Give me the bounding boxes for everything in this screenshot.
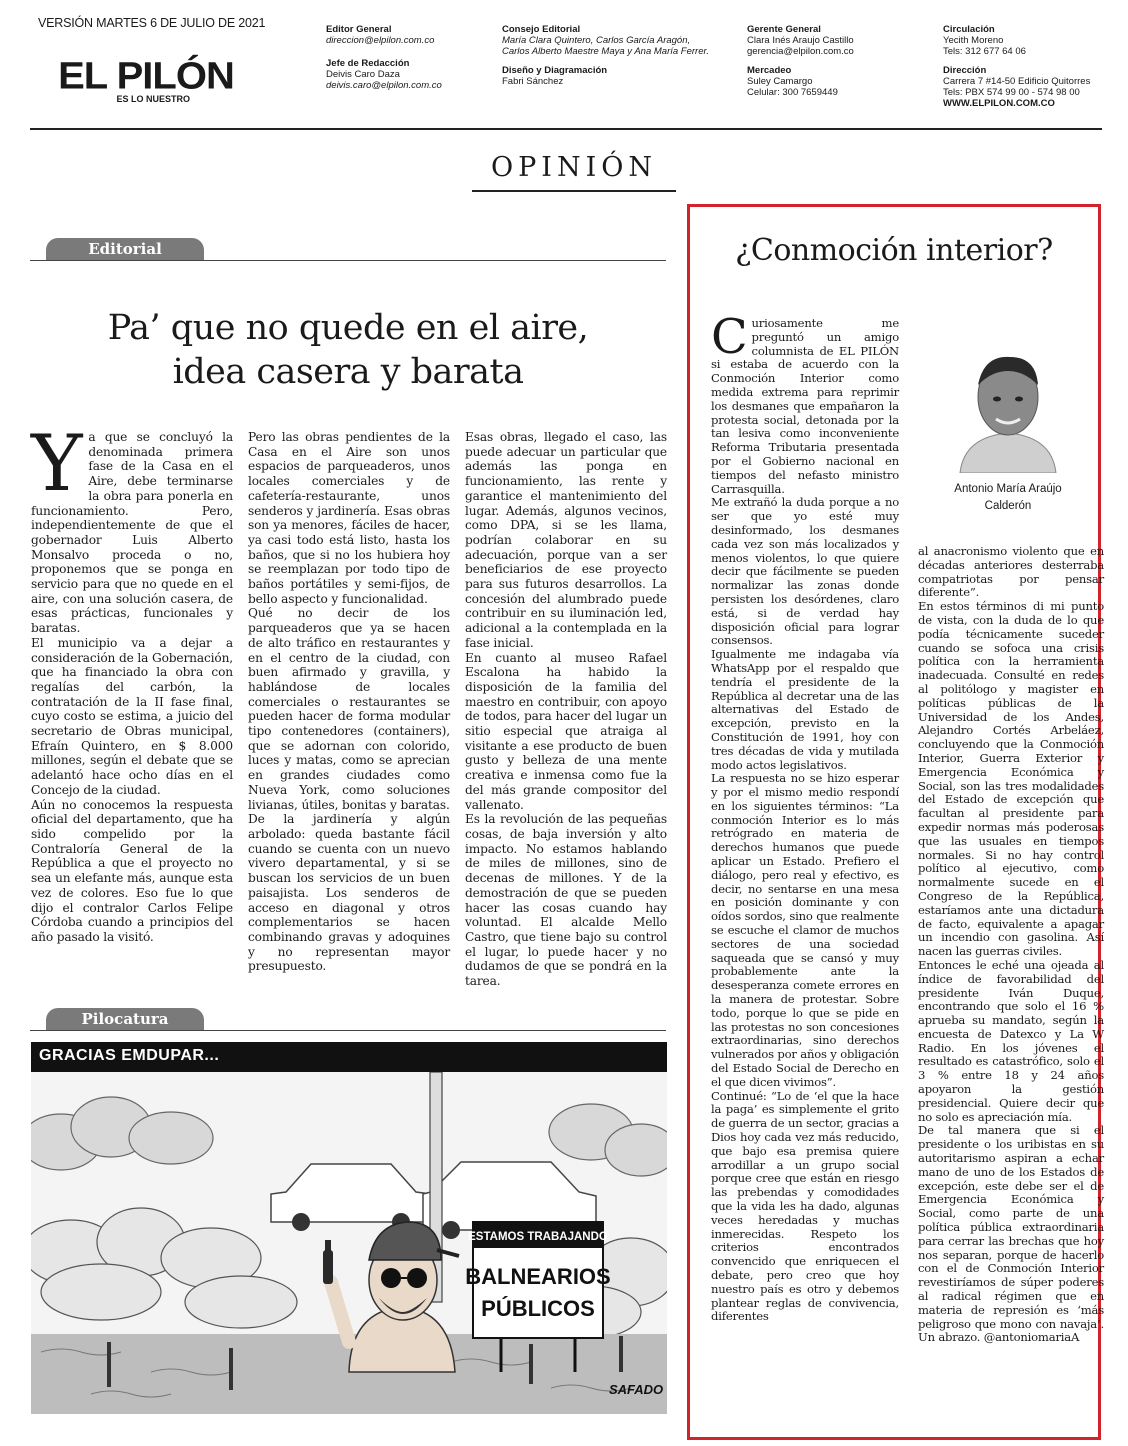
mercadeo-name: Suley Camargo: [747, 76, 813, 87]
column-paragraph: al anacronismo violento que en décadas anteriores desterraba compatriotas por pensar diferente”.: [918, 544, 1104, 600]
headline-line-2: idea casera y barata: [172, 352, 524, 392]
website-link[interactable]: WWW.ELPILON.COM.CO: [943, 98, 1055, 109]
consejo-names: María Clara Quintero, Carlos García Aragón, Carlos Alberto Maestre Maya y Ana María Ferrer.: [502, 35, 709, 57]
column-title: ¿Conmoción interior?: [735, 233, 1053, 268]
logo-name: EL PILÓN: [58, 55, 234, 97]
section-title: OPINIÓN: [490, 152, 658, 183]
sign-line-2: BALNEARIOS: [465, 1264, 611, 1289]
author-name-line-2: Calderón: [984, 500, 1032, 512]
consejo-title: Consejo Editorial: [502, 24, 581, 35]
author-photo: [950, 341, 1066, 473]
direccion-address: Carrera 7 #14-50 Edificio Quitorres: [943, 76, 1091, 87]
direccion-phone: Tels: PBX 574 99 00 - 574 98 00: [943, 87, 1080, 98]
sign-line-1: ESTAMOS TRABAJANDO: [468, 1231, 608, 1243]
editorial-headline: [30, 306, 666, 394]
staff-block-consejo: [502, 24, 714, 87]
gerente-email: gerencia@elpilon.com.co: [747, 46, 854, 57]
column-paragraph: Entonces le eché una ojeada al índice de favorabilidad del presidente Iván Duque, encontrando que solo el 16 % aprueba su mandato, según la encuesta de Datexco y La W Radio. En los jóvenes el resultado es catastrófico, solo el 3 % entre 18 y 24 años apoyaron la gestión presidencial. Quiere decir que no solo es apreciación mía.: [918, 957, 1104, 1124]
editorial-dropcap: Y: [31, 419, 83, 509]
cartoon-illustration: [31, 1072, 667, 1414]
staff-block-circulacion: [943, 24, 1090, 109]
masthead-divider: [30, 128, 1102, 130]
column-text-2: [918, 545, 1104, 1345]
cartoon-caption: GRACIAS EMDUPAR...: [39, 1047, 220, 1064]
logo-tagline: ES LO NUESTRO: [116, 94, 190, 104]
cartoonist-signature: SAFADO: [609, 1382, 664, 1397]
staff-block-editor: [326, 24, 442, 91]
jefe-redaccion-title: Jefe de Redacción: [326, 58, 410, 69]
column-paragraph: La respuesta no se hizo esperar y por el mismo medio respondí en los siguientes términos: “La conmoción Interior es lo más retrógrado en materia de derechos humanos que puede aplicar un Estado. Prefiero el diálogo, pero real y efectivo, es decir, no sentarse en una mesa en posición dominante y con oídos sordos, sino que realmente se escuche el clamor de muchos sectores de una sociedad saqueada que se cansó y muy probablemente ante la desesperanza comete errores en la manera de protestar. Sobre todo, porque lo que se pide en las protestas no son concesiones extraordinarias, sino derechos vulnerados por años y obligación del Estado Social de Derecho en el que dicen vivimos”.: [711, 771, 899, 1089]
newspaper-logo: [46, 56, 246, 104]
column-text-1: [711, 309, 899, 1324]
editor-general-title: Editor General: [326, 24, 392, 35]
gerente-title: Gerente General: [747, 24, 821, 35]
gerente-name: Clara Inés Araujo Castillo: [747, 35, 854, 46]
pilocatura-tab: Pilocatura: [46, 1008, 204, 1030]
editorial-paragraph: Aún no conocemos la respuesta oficial del departamento, que ha sido compelido por la Contraloría General de la República a que el proyecto no sea un elefante más, aunque esta vez de colores. Eso fue lo que dijo el contralor Carlos Felipe Córdoba cuando a principios del año pasado la visitó.: [31, 797, 233, 944]
editor-general-email: direccion@elpilon.com.co: [326, 35, 435, 46]
diseno-title: Diseño y Diagramación: [502, 65, 608, 76]
editorial-paragraph: Es la revolución de las pequeñas cosas, de baja inversión y alto impacto. No estamos hablando de miles de millones, sino de decenas de millones. Y de la demostración de que se pueden hacer las cosas cuando hay voluntad. El alcalde Mello Castro, que tiene bajo su control el lugar, lo puede hacer y no dudamos de que se pondrá en la tarea.: [465, 812, 667, 989]
diseno-name: Fabri Sánchez: [502, 76, 564, 87]
editorial-paragraph: Qué no decir de los parqueaderos que ya se hacen de alto tráfico en restaurantes y en el centro de la ciudad, con buen afirmado y gravilla, y hablándose de locales comerciales o restaurantes se pueden hacer de forma modular tipo contenedores (containers), que se adornan con colorido, luces y matas, como se aprecian en grandes ciudades como Nueva York, como soluciones livianas, útiles, bonitas y baratas.: [248, 606, 450, 812]
editorial-column-1: [31, 419, 233, 945]
editorial-paragraph: Ya que se concluyó la denominada primera fase de la Casa en el Aire, debe terminarse la obra para ponerla en funcionamiento. Pero, independientemente de que el gobernador Luis Alberto Monsalvo proceda o no, proponemos que se ponga en servicio para que no quede en el aire, con una solución casera, de esas prácticas, funcionales y baratas.: [31, 419, 233, 636]
editorial-tab-rule: [30, 260, 666, 261]
editorial-tab: Editorial: [46, 238, 204, 260]
opinion-column-box: [687, 204, 1104, 1440]
editorial-paragraph: El municipio va a dejar a consideración de la Gobernación, que ha financiado la obra con regalías del carbón, la contratación de la II fase final, cuyo costo se estima, a juicio del secretario de Obras municipal, Efraín Quintero, en $ 8.000 millones, según el debate que se adelantó hace ocho días en el Concejo de la ciudad.: [31, 635, 233, 797]
edition-date: VERSIÓN MARTES 6 DE JULIO DE 2021: [38, 16, 266, 30]
column-paragraph: Me extrañó la duda porque a no ser que yo esté muy desinformado, los desmanes cada vez son más localizados y menos violentos, lo que quiere decir que fácilmente se pueden normalizar las zonas donde persisten los desórdenes, claro está, si de verdad hay disposición oficial para lograr consensos.: [711, 495, 899, 648]
direccion-title: Dirección: [943, 65, 987, 76]
circulacion-title: Circulación: [943, 24, 995, 35]
mercadeo-title: Mercadeo: [747, 65, 792, 76]
mercadeo-phone: Celular: 300 7659449: [747, 87, 838, 98]
editorial-paragraph: En cuanto al museo Rafael Escalona ha habido la disposición de la familia del maestro en contribuir, con apoyo de todos, para hacer del lugar un sitio especial que atraiga al visitante a ese producto de buen gusto y belleza de una mente creativa e inmensa como fue la del más grande compositor del vallenato.: [465, 650, 667, 812]
column-paragraph: De tal manera que si el presidente o los uribistas en su autoritarismo aspiran a echar mano de uno de los Estados de excepción, este debe ser el de Emergencia Económica y Social, como parte de una política pública extraordinaria para cerrar las brechas que hoy nos separan, porque de hacerlo con el de Conmoción Interior revestiríamos de súper poderes al radical régimen que en materia de represión es ‘más peligroso que mono con navaja’. Un abrazo. @antoniomariaA: [918, 1123, 1104, 1345]
section-title-underline: [472, 190, 676, 192]
circulacion-name: Yecith Moreno: [943, 35, 1004, 46]
staff-block-gerencia: [747, 24, 854, 98]
editorial-paragraph: De la jardinería y algún arbolado: queda bastante fácil cuando se cuenta con un nuevo vivero departamental, y si se buscan los servicios de un buen paisajista. Los senderos de acceso en diagonal y otros complementarios se hacen combinando gravas y adoquines y no representan mayor presupuesto.: [248, 812, 450, 974]
author-name-line-1: Antonio María Araújo: [954, 483, 1062, 495]
headline-line-1: Pa’ que no quede en el aire,: [107, 308, 589, 348]
jefe-redaccion-name: Deivis Caro Daza: [326, 69, 400, 80]
column-paragraph: Continué: “Lo de ‘el que la hace la paga’ es simplemente el grito de guerra de un sector, gracias a Dios hoy cada vez más reducido, que bajo esa premisa quiere arrodillar a un grupo social porque cree que están en riesgo las prebendas y comodidades que la vida les ha dado, algunas veces heredadas y muchas inmerecidas. Respeto los criterios encontrados convencido que enriquecen el debate, pero creo que hoy nuestro país es otro y debemos plantear reglas de convivencia, diferentes: [711, 1088, 899, 1324]
pilocatura-tab-rule: [30, 1030, 666, 1031]
author-name: [930, 481, 1086, 515]
editorial-column-3: [465, 430, 667, 989]
editorial-paragraph: Esas obras, llegado el caso, las puede adecuar un particular que además las ponga en funcionamiento, las rente y garantice el mantenimiento del lugar. Además, algunos vecinos, como DPA, si se les llama, podrían colaborar en su adecuación, porque van a ser beneficiarios de ese proyecto para sus futuros desarrollos. La concesión del alumbrado puede contribuir en su iluminación led, adicional a la contemplada en la fase inicial.: [465, 430, 667, 650]
cartoon-panel: [31, 1042, 667, 1414]
column-paragraph: En estos términos di mi punto de vista, con la duda de lo que podía técnicamente suceder cuando se sofoca una crisis política con la herramienta inadecuada. Consulté en redes al politólogo y magister en políticas públicas de la Universidad de los Andes, Alejandro Cortés Arbeláez, concluyendo que la Conmoción Interior, Guerra Exterior y Emergencia Económica y Social, son las tres modalidades del Estado de excepción que facultan al presidente para expedir normas más poderosas que las usuales en tiempos normales. Si no hay control político al ejecutivo, como normalmente sucede en el Congreso de la República, estaríamos ante una dictadura de facto, equivalente a apagar un incendio con gasolina. Así nacen las guerras civiles.: [918, 599, 1104, 959]
sign-line-3: PÚBLICOS: [481, 1296, 595, 1321]
editorial-column-2: [248, 430, 450, 974]
cartoon-caption-bar: [31, 1042, 667, 1072]
editorial-paragraph: Pero las obras pendientes de la Casa en el Aire son unos espacios de parqueaderos, unos locales comerciales y de cafetería-restaurante, unos senderos y jardinería. Esas obras son ya menores, fáciles de hacer, ya casi todo está listo, hasta los baños, que si no los hubiera hoy se reemplazan por todo tipo de baños portátiles y semi-fijos, de bello aspecto y funcionalidad.: [248, 430, 450, 606]
circulacion-phone: Tels: 312 677 64 06: [943, 46, 1026, 57]
jefe-redaccion-email: deivis.caro@elpilon.com.co: [326, 80, 442, 91]
column-dropcap: C: [711, 309, 748, 365]
column-paragraph: Curiosamente me preguntó un amigo columnista de EL PILÓN si estaba de acuerdo con la Conmoción Interior como medida extrema para reprimir los desmanes que empañaron la protesta social, detonada por la tan lesiva como inconveniente Reforma Tributaria presentada por el Gobierno nacional en tiempos del nefasto ministro Carrasquilla.: [711, 309, 899, 496]
column-paragraph: Igualmente me indagaba vía WhatsApp por el respaldo que tendría el presidente de la República al decretar una de las alternativas del Estado de excepción, previsto en la Constitución de 1991, hoy con tres décadas de vida y mutilada modo actos legislativos.: [711, 647, 899, 772]
